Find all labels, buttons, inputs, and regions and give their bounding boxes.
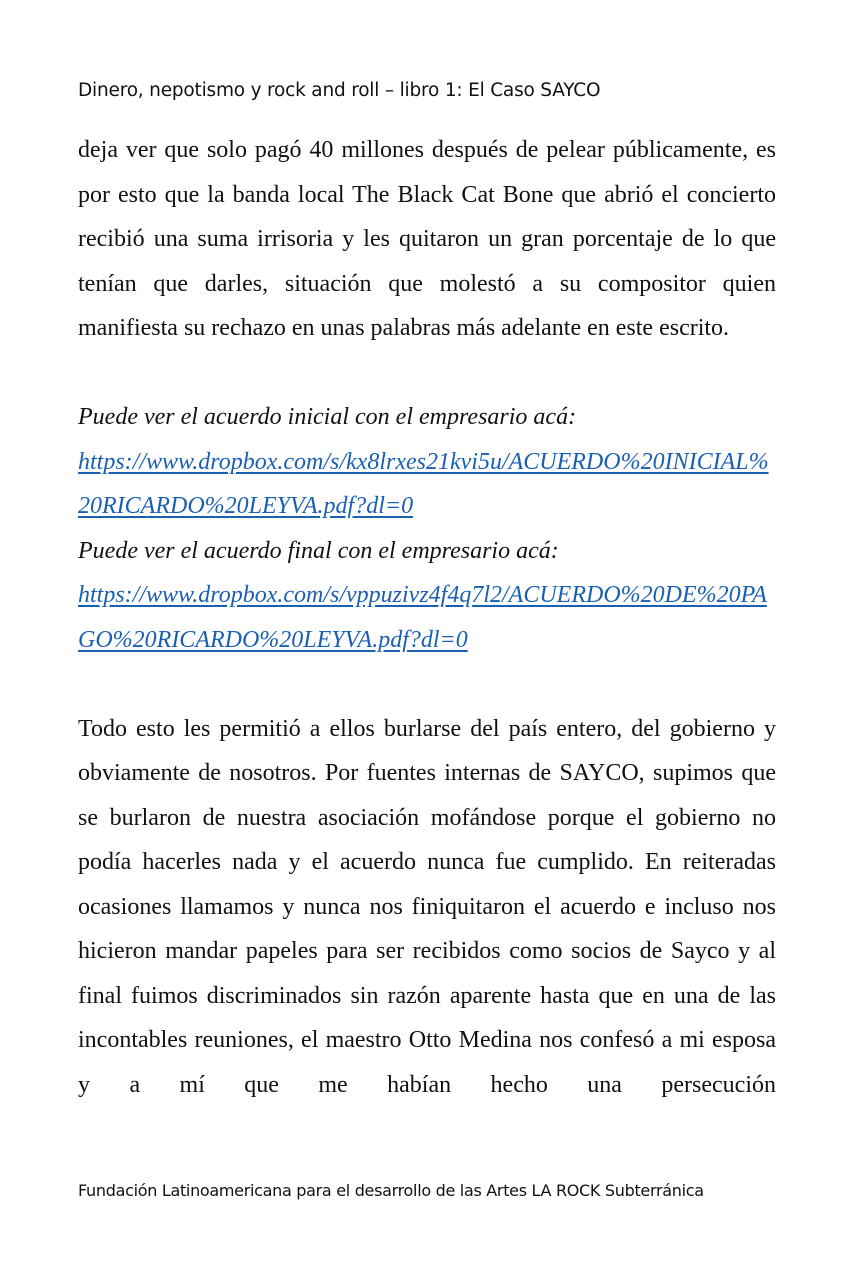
paragraph-payment: deja ver que solo pagó 40 millones después de pelear públicamente, es por esto que la banda local The Black Cat Bone que abrió el concierto recibió una suma irrisoria y les quitaron un gran porcentaje de lo que tenían que darles, situación que molestó a su compositor quien manifiesta su rechazo en unas palabras más adelante en este escrito. (78, 137, 776, 341)
final-agreement-label: Puede ver el acuerdo final con el empresario acá: (78, 537, 559, 564)
page-footer: Fundación Latinoamericana para el desarrollo de las Artes LA ROCK Subterránica (78, 1181, 704, 1200)
initial-agreement-link[interactable]: https://www.dropbox.com/s/kx8lrxes21kvi5u/ACUERDO%20INICIAL%20RICARDO%20LEYVA.pdf?dl=0 (78, 448, 769, 519)
spacer (78, 351, 776, 396)
spacer (78, 662, 776, 707)
page-body (78, 128, 776, 1107)
final-agreement-link[interactable]: https://www.dropbox.com/s/vppuzivz4f4q7l2/ACUERDO%20DE%20PAGO%20RICARDO%20LEYVA.pdf?dl=0 (78, 582, 767, 653)
page-header: Dinero, nepotismo y rock and roll – libro 1: El Caso SAYCO (78, 80, 601, 101)
initial-agreement-label: Puede ver el acuerdo inicial con el empresario acá: (78, 404, 577, 430)
paragraph-mockery: Todo esto les permitió a ellos burlarse del país entero, del gobierno y obviamente de nosotros. Por fuentes internas de SAYCO, supimos que se burlaron de nuestra asociación mofándose porque el gobierno no podía hacerles nada y el acuerdo nunca fue cumplido. En reiteradas ocasiones llamamos y nunca nos finiquitaron el acuerdo e incluso nos hicieron mandar papeles para ser recibidos como socios de Sayco y al final fuimos discriminados sin razón aparente hasta que en una de las incontables reuniones, el maestro Otto Medina nos confesó a mi esposa y a mí que me habían hecho una persecución (78, 715, 776, 1098)
